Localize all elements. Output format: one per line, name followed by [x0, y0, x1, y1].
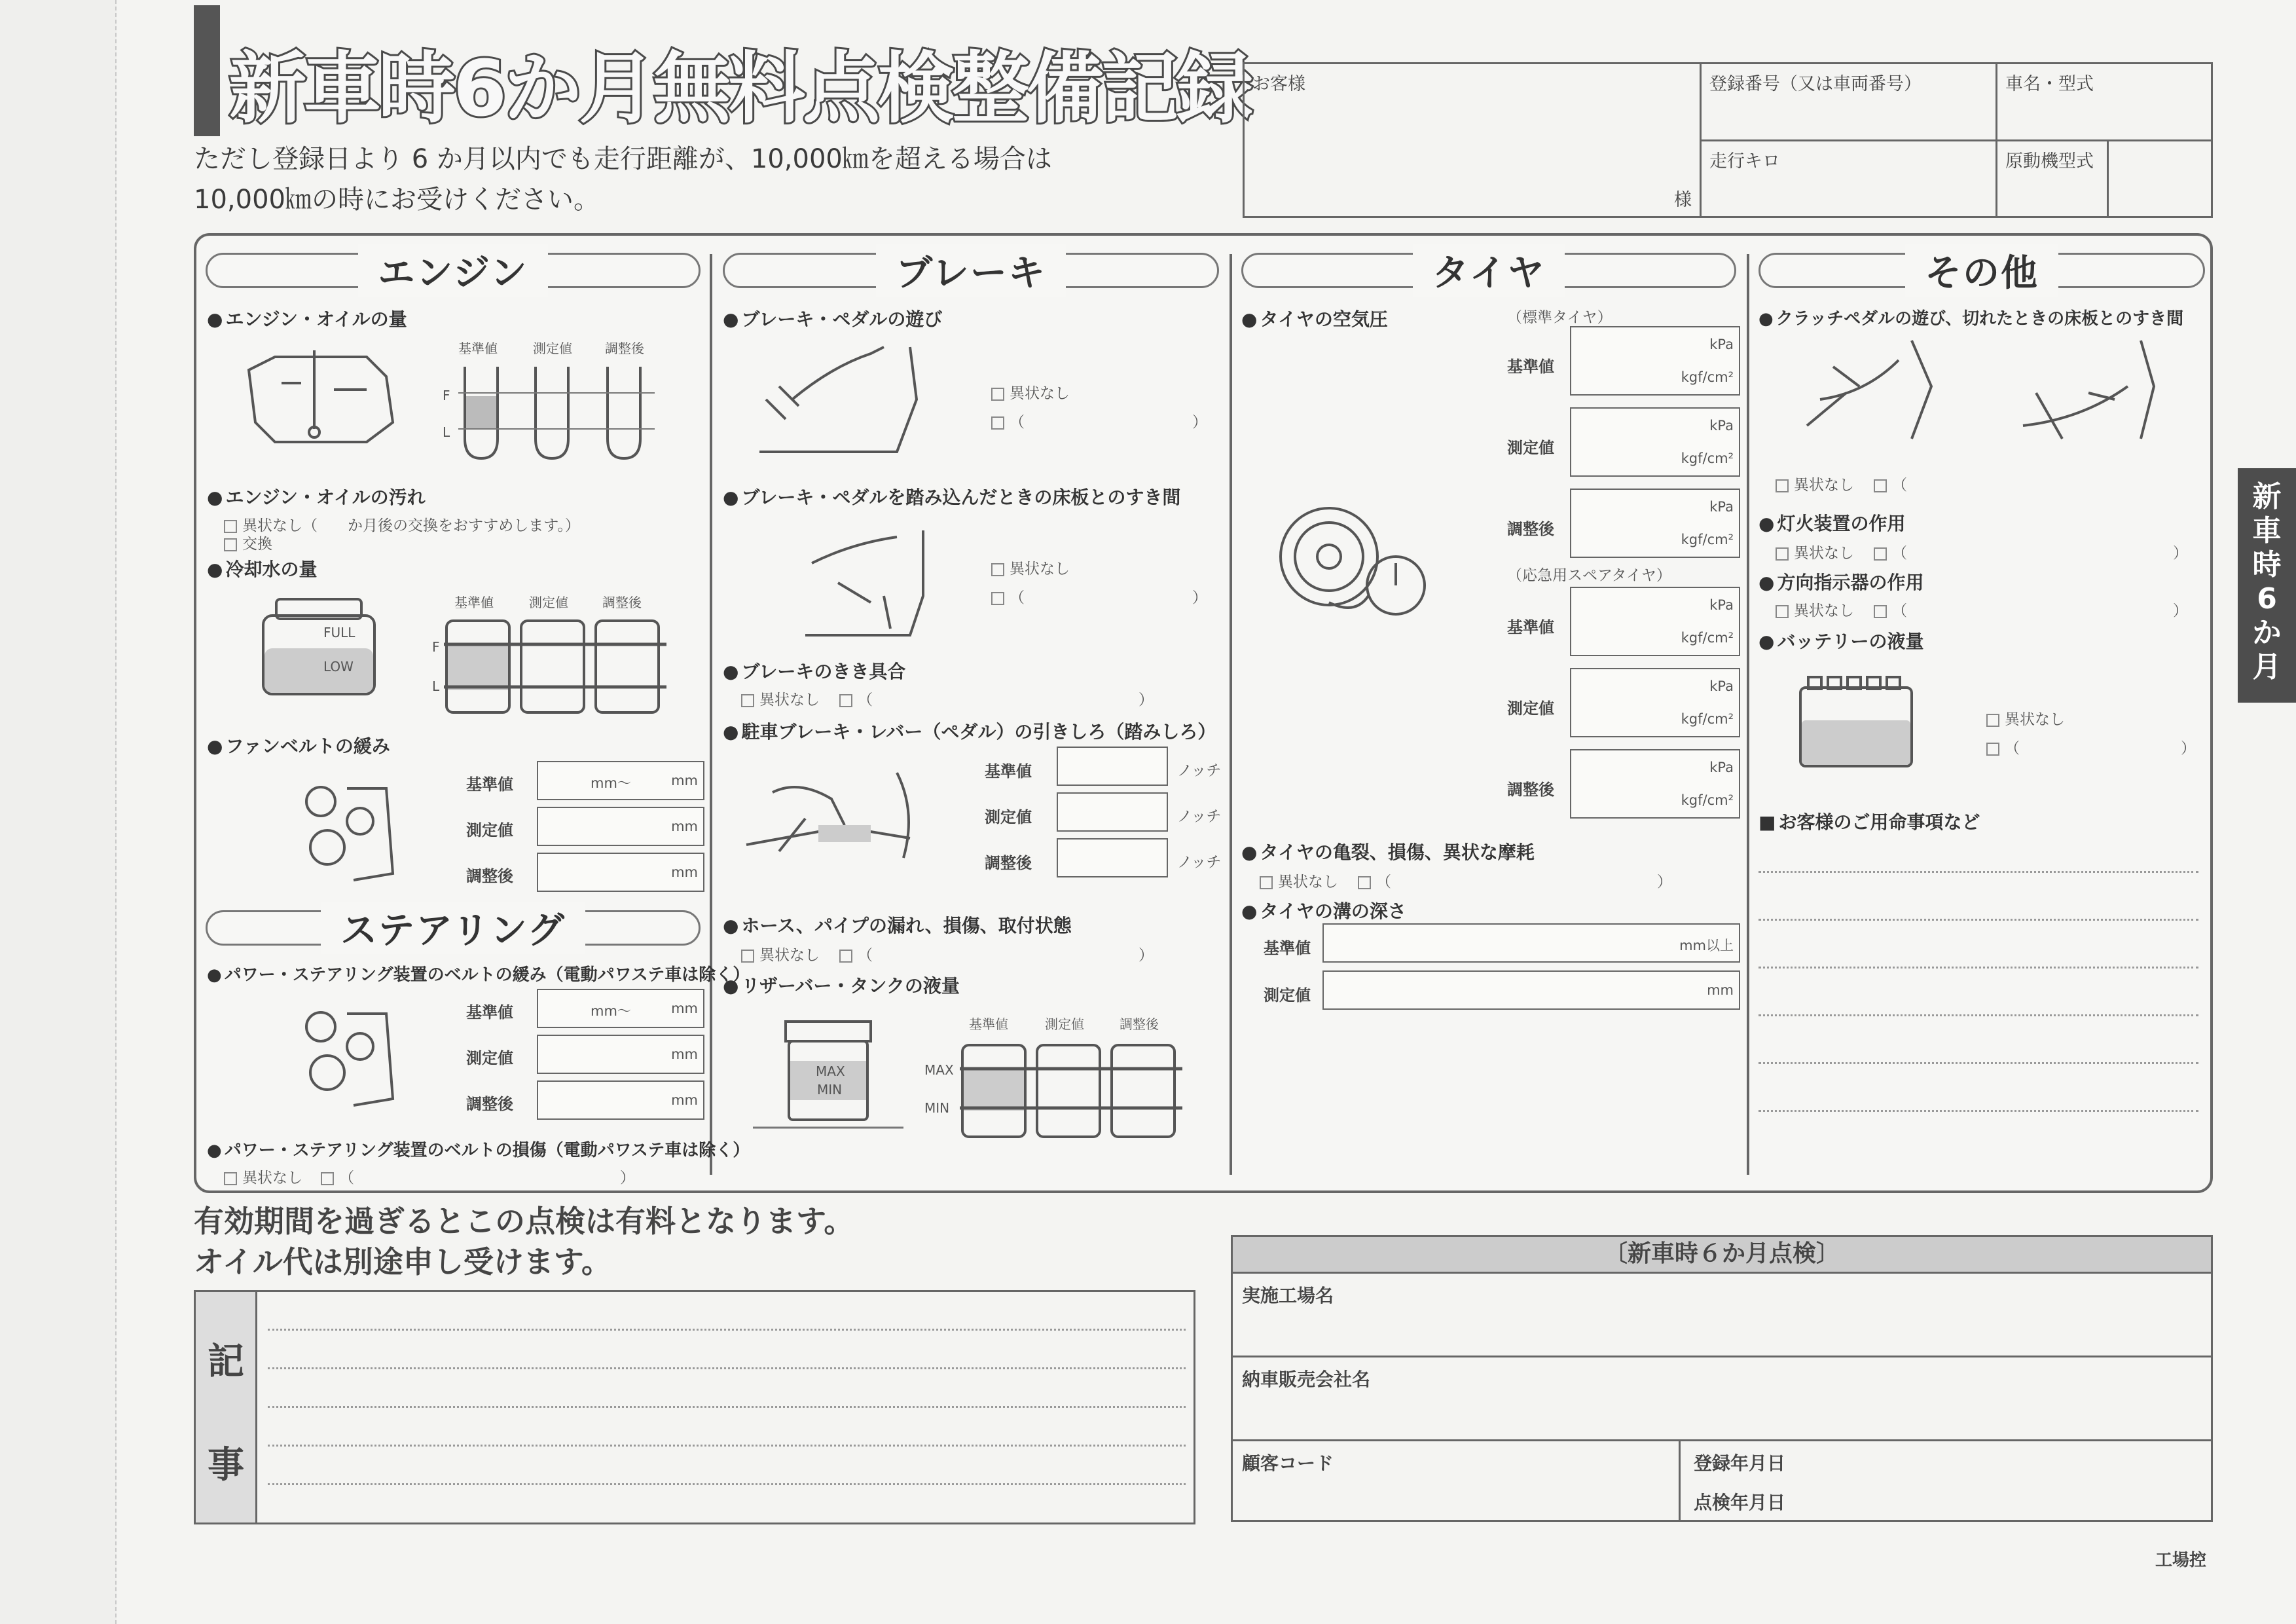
coolant-adj-heading: 調整後: [602, 595, 642, 610]
checkbox-icon: [1874, 547, 1887, 561]
groove-std-input[interactable]: [1322, 923, 1740, 963]
paren-close: ）: [1139, 947, 1154, 964]
customer-info-table: [1243, 62, 2213, 218]
paren-open: （: [1010, 589, 1025, 606]
unit-kgf: kgf/cm²: [1681, 792, 1734, 808]
request-line: [1758, 1062, 2198, 1064]
unit-mm: mm: [671, 864, 698, 880]
checkbox-icon: [991, 592, 1004, 605]
tire-crack-other-checkbox[interactable]: [1358, 870, 1672, 891]
parking-std-label: 基準値: [985, 762, 1032, 781]
dealer-field[interactable]: [1233, 1357, 2211, 1441]
checkbox-icon: [991, 563, 1004, 576]
coolant-meas-heading: 測定値: [529, 595, 568, 610]
shop-info-table: [1231, 1235, 2213, 1522]
unit-mm: mm: [671, 819, 698, 834]
section-title-tire: タイヤ: [1413, 244, 1565, 297]
ok-label: 異状なし: [1794, 477, 1854, 494]
item-lights: ● 灯火装置の作用: [1758, 509, 1905, 536]
fanbelt-meas-label: 測定値: [466, 821, 513, 840]
request-line: [1758, 871, 2198, 873]
spare-adj-input[interactable]: [1570, 749, 1740, 819]
memo-char-2: 事: [208, 1444, 244, 1486]
checkbox-icon: [991, 388, 1004, 401]
brake-effect-ok-checkbox[interactable]: [741, 688, 820, 709]
paren-open: （: [1892, 602, 1907, 619]
ps-damage-ok-checkbox[interactable]: [224, 1166, 302, 1187]
standard-tire-label: （標準タイヤ）: [1507, 309, 1613, 326]
paren-open: （: [339, 1170, 354, 1187]
checkbox-icon: [1260, 876, 1273, 889]
pedal-play-ok-checkbox[interactable]: [991, 381, 1070, 403]
oil-replace-label: 交換: [242, 536, 272, 553]
request-line: [1758, 1014, 2198, 1016]
checkbox-icon: [1874, 605, 1887, 618]
checkbox-icon: [839, 694, 852, 707]
section-header-steering: [206, 910, 701, 952]
ps-meas-label: 測定値: [466, 1049, 513, 1067]
turn-ok-checkbox[interactable]: [1776, 599, 1854, 620]
unit-mm-range: mm～: [591, 775, 631, 791]
oil-dirt-ok-checkbox[interactable]: [224, 513, 580, 535]
registration-number-field[interactable]: [1701, 64, 1997, 141]
memo-char-1: 記: [208, 1340, 244, 1383]
memo-line: [268, 1483, 1186, 1485]
section-header-engine: [206, 252, 701, 295]
item-clutch-pedal: ● クラッチペダルの遊び、切れたときの床板とのすき間: [1758, 305, 2183, 329]
oil-std-heading: 基準値: [458, 341, 498, 356]
car-model-field[interactable]: [1997, 64, 2212, 141]
unit-notch: ノッチ: [1177, 808, 1222, 825]
customer-requests-area[interactable]: [1758, 851, 2198, 1159]
unit-kpa: kPa: [1709, 499, 1734, 515]
notice-line-1: 有効期間を過ぎるとこの点検は有料となります。: [194, 1204, 854, 1239]
parking-brake-illustration: [740, 760, 930, 877]
parking-std-input[interactable]: [1057, 747, 1168, 786]
groove-std-label: 基準値: [1264, 939, 1311, 957]
clutch-pedal-illustration-2: [2010, 334, 2167, 445]
checkbox-icon: [224, 538, 237, 551]
customer-code-label: 顧客コード: [1242, 1452, 1334, 1474]
pedal-gap-ok-checkbox[interactable]: [991, 557, 1070, 578]
clutch-other-checkbox[interactable]: [1874, 473, 1907, 494]
oil-dirt-ok-label: 異状なし（ か月後の交換をおすすめします。）: [242, 517, 580, 534]
ok-label: 異状なし: [759, 947, 820, 964]
unit-kpa: kPa: [1709, 678, 1734, 694]
item-brake-pedal-gap: ● ブレーキ・ペダルを踏み込んだときの床板とのすき間: [723, 483, 1180, 509]
coolant-tank-illustration: [257, 596, 388, 701]
item-tire-pressure: ● タイヤの空気圧: [1241, 305, 1388, 331]
engine-type-label-cell: [1997, 141, 2108, 217]
memo-side-label: [196, 1292, 257, 1522]
side-tab-char: 月: [2252, 650, 2282, 684]
notice-text: [194, 1201, 854, 1282]
paren-open: （: [2005, 740, 2020, 757]
paren-open: （: [1892, 477, 1907, 494]
fan-belt-illustration: [288, 775, 399, 887]
request-line: [1758, 919, 2198, 921]
lights-other-checkbox[interactable]: [1874, 541, 2188, 563]
tire-adj-label: 調整後: [1507, 520, 1554, 538]
unit-kgf: kgf/cm²: [1681, 369, 1734, 385]
customer-requests-heading: ■ お客様のご用命事項など: [1758, 808, 1980, 834]
registration-date-field[interactable]: [1685, 1441, 2208, 1481]
item-fan-belt: ● ファンベルトの緩み: [207, 732, 390, 758]
groove-meas-input[interactable]: [1322, 970, 1740, 1010]
memo-line: [268, 1445, 1186, 1447]
column-divider-2: [1230, 254, 1232, 1175]
lights-ok-checkbox[interactable]: [1776, 541, 1854, 563]
ok-label: 異状なし: [1278, 874, 1338, 891]
unit-mm: mm: [671, 1092, 698, 1108]
clutch-pedal-illustration-1: [1781, 334, 1938, 445]
oil-f-mark: F: [443, 388, 450, 403]
parking-adj-input[interactable]: [1057, 838, 1168, 877]
section-title-steering: ステアリング: [321, 902, 585, 954]
coolant-f-mark: F: [432, 639, 440, 655]
item-brake-pedal-play: ● ブレーキ・ペダルの遊び: [723, 305, 942, 331]
column-divider-1: [710, 254, 712, 1175]
spare-adj-label: 調整後: [1507, 781, 1554, 799]
gauge-max-mark: MAX: [924, 1062, 954, 1078]
battery-ok-checkbox[interactable]: [1986, 707, 2065, 729]
paren-close: ）: [2181, 740, 2196, 757]
inspection-date-field[interactable]: [1685, 1481, 2208, 1520]
unit-kgf: kgf/cm²: [1681, 451, 1734, 466]
ok-label: 異状なし: [242, 1170, 302, 1187]
unit-kpa: kPa: [1709, 597, 1734, 613]
paren-close: ）: [1657, 874, 1672, 891]
item-battery: ● バッテリーの液量: [1758, 627, 1923, 654]
paren-open: （: [1892, 545, 1907, 562]
paren-close: ）: [1192, 414, 1207, 431]
ok-label: 異状なし: [1010, 385, 1070, 402]
ps-damage-other-checkbox[interactable]: [321, 1166, 635, 1187]
paren-close: ）: [2173, 545, 2188, 562]
checkbox-icon: [741, 694, 754, 707]
section-header-tire: [1241, 252, 1736, 295]
unit-mm: mm: [671, 773, 698, 788]
unit-notch: ノッチ: [1177, 762, 1222, 779]
paren-close: ）: [620, 1170, 635, 1187]
item-parking-brake: ● 駐車ブレーキ・レバー（ペダル）の引きしろ（踏みしろ）: [723, 718, 1216, 744]
paren-open: （: [1010, 414, 1025, 431]
unit-kgf: kgf/cm²: [1681, 711, 1734, 727]
mileage-label: 走行キロ: [1709, 151, 1780, 172]
engine-oil-illustration: [236, 344, 406, 455]
fanbelt-std-input[interactable]: [537, 761, 704, 800]
unit-mm-range: mm～: [591, 1003, 631, 1019]
checkbox-icon: [1776, 605, 1789, 618]
tire-std-input[interactable]: [1570, 326, 1740, 396]
battery-illustration: [1794, 668, 1918, 773]
ok-label: 異状なし: [1010, 561, 1070, 578]
side-tab-char: 時: [2252, 548, 2282, 581]
checkbox-icon: [224, 1172, 237, 1185]
honorific-label: 様: [1674, 190, 1692, 210]
item-ps-belt-slack: ● パワー・ステアリング装置のベルトの緩み（電動パワステ車は除く）: [207, 961, 750, 986]
footer-label: 工場控: [2155, 1551, 2207, 1570]
checkbox-icon: [1358, 876, 1371, 889]
customer-code-field[interactable]: [1233, 1441, 1681, 1520]
paren-open: （: [858, 692, 873, 709]
paren-open: （: [1376, 874, 1391, 891]
memo-line: [268, 1329, 1186, 1331]
ps-std-input[interactable]: [537, 989, 704, 1028]
brake-pedal-play-illustration: [753, 341, 923, 458]
shop-header: 〔新車時６か月点検〕: [1233, 1237, 2211, 1274]
item-engine-oil-dirt: ● エンジン・オイルの汚れ: [207, 483, 426, 509]
paren-open: （: [858, 947, 873, 964]
subtitle-line-1: ただし登録日より 6 か月以内でも走行距離が、10,000㎞を超える場合は: [194, 144, 1052, 174]
oil-adj-heading: 調整後: [605, 341, 644, 356]
ps-meas-input[interactable]: [537, 1035, 704, 1074]
unit-mm: mm: [671, 1046, 698, 1062]
item-engine-oil-level: ● エンジン・オイルの量: [207, 305, 407, 331]
ps-std-label: 基準値: [466, 1003, 513, 1022]
gauge-min-mark: MIN: [924, 1100, 950, 1116]
fanbelt-std-label: 基準値: [466, 775, 513, 794]
oil-l-mark: L: [443, 424, 450, 440]
tire-gauge-illustration: [1277, 498, 1434, 629]
fanbelt-adj-label: 調整後: [466, 867, 513, 885]
item-coolant-level: ● 冷却水の量: [207, 555, 317, 581]
side-tab-char: 6: [2257, 582, 2277, 616]
side-tab-char: 新: [2252, 480, 2282, 513]
memo-lines: [268, 1292, 1186, 1485]
checkbox-icon: [741, 950, 754, 963]
item-ps-belt-damage: ● パワー・ステアリング装置のベルトの損傷（電動パワステ車は除く）: [207, 1137, 750, 1161]
battery-other-checkbox[interactable]: [1986, 736, 2196, 758]
brake-pedal-gap-illustration: [799, 524, 930, 642]
customer-name-label: お客様: [1252, 74, 1305, 94]
unit-kpa: kPa: [1709, 760, 1734, 775]
checkbox-icon: [1986, 714, 1999, 727]
section-header-other: [1758, 252, 2205, 295]
subtitle-line-2: 10,000㎞の時にお受けください。: [194, 185, 600, 215]
spare-std-label: 基準値: [1507, 618, 1554, 637]
tire-std-label: 基準値: [1507, 358, 1554, 376]
unit-kgf: kgf/cm²: [1681, 630, 1734, 646]
item-turn-signal: ● 方向指示器の作用: [1758, 568, 1923, 595]
tire-meas-label: 測定値: [1507, 439, 1554, 457]
ok-label: 異状なし: [1794, 545, 1854, 562]
reservoir-meas-heading: 測定値: [1045, 1016, 1084, 1032]
page-title: 新車時6か月無料点検整備記録: [229, 43, 1251, 134]
item-tire-groove: ● タイヤの溝の深さ: [1241, 897, 1406, 923]
reservoir-gauges: [960, 1043, 1182, 1141]
coolant-std-heading: 基準値: [454, 595, 494, 610]
spare-std-input[interactable]: [1570, 587, 1740, 656]
section-title-brake: ブレーキ: [876, 244, 1066, 297]
paren-close: ）: [1139, 692, 1154, 709]
oil-replace-checkbox[interactable]: [224, 532, 272, 553]
ok-label: 異状なし: [759, 692, 820, 709]
binding-margin: [0, 0, 117, 1624]
fanbelt-adj-input[interactable]: [537, 853, 704, 892]
coolant-full-mark: FULL: [323, 625, 355, 640]
notice-line-2: オイル代は別途申し受けます。: [194, 1244, 612, 1280]
tire-adj-input[interactable]: [1570, 489, 1740, 558]
reservoir-adj-heading: 調整後: [1120, 1016, 1159, 1032]
unit-mm: mm: [671, 1001, 698, 1016]
checkbox-icon: [1776, 547, 1789, 561]
turn-other-checkbox[interactable]: [1874, 599, 2188, 620]
item-tire-crack: ● タイヤの亀裂、損傷、異状な摩耗: [1241, 838, 1535, 864]
unit-kpa: kPa: [1709, 337, 1734, 352]
car-model-label: 車名・型式: [2005, 74, 2094, 94]
ps-belt-illustration: [288, 1001, 399, 1112]
factory-field[interactable]: [1233, 1274, 2211, 1357]
pedal-gap-other-checkbox[interactable]: [991, 585, 1207, 607]
memo-line: [268, 1367, 1186, 1369]
memo-line: [268, 1406, 1186, 1408]
unit-notch: ノッチ: [1177, 854, 1222, 871]
section-title-engine: エンジン: [358, 244, 547, 297]
engine-type-field[interactable]: [2108, 141, 2212, 217]
factory-label: 実施工場名: [1242, 1285, 1334, 1306]
fanbelt-meas-input[interactable]: [537, 807, 704, 846]
parking-adj-label: 調整後: [985, 854, 1032, 872]
coolant-gauges: [444, 618, 666, 716]
tank-max-mark: MAX: [816, 1063, 845, 1079]
checkbox-icon: [839, 950, 852, 963]
checkbox-icon: [1986, 743, 1999, 756]
tank-min-mark: MIN: [817, 1082, 843, 1098]
reservoir-std-heading: 基準値: [969, 1016, 1008, 1032]
dealer-label: 納車販売会社名: [1242, 1369, 1371, 1390]
paren-close: ）: [1192, 589, 1207, 606]
side-tab: [2238, 468, 2296, 703]
unit-kgf: kgf/cm²: [1681, 532, 1734, 547]
coolant-l-mark: L: [432, 678, 440, 694]
registration-number-label: 登録番号（又は車両番号）: [1709, 74, 1922, 94]
unit-mm: mm: [1707, 982, 1734, 998]
checkbox-icon: [1874, 479, 1887, 492]
engine-type-label: 原動機型式: [2005, 151, 2094, 172]
request-line: [1758, 1110, 2198, 1112]
request-line: [1758, 967, 2198, 969]
side-tab-char: 車: [2252, 514, 2282, 547]
spare-tire-label: （応急用スペアタイヤ）: [1507, 567, 1671, 584]
column-divider-3: [1747, 254, 1749, 1175]
inspection-date-label: 点検年月日: [1694, 1492, 1786, 1513]
hose-other-checkbox[interactable]: [839, 943, 1154, 965]
title-accent-bar: [194, 5, 220, 136]
brake-effect-other-checkbox[interactable]: [839, 688, 1154, 709]
subtitle: [194, 139, 1052, 220]
ps-adj-label: 調整後: [466, 1095, 513, 1113]
pedal-play-other-checkbox[interactable]: [991, 410, 1207, 432]
coolant-low-mark: LOW: [323, 659, 354, 674]
checkbox-icon: [224, 520, 237, 533]
checkbox-icon: [1776, 479, 1789, 492]
tire-crack-ok-checkbox[interactable]: [1260, 870, 1338, 891]
parking-meas-input[interactable]: [1057, 792, 1168, 832]
item-reservoir-level: ● リザーバー・タンクの液量: [723, 972, 960, 998]
side-tab-char: か: [2252, 616, 2282, 650]
unit-kpa: kPa: [1709, 418, 1734, 434]
oil-meas-heading: 測定値: [533, 341, 572, 356]
ps-adj-input[interactable]: [537, 1080, 704, 1120]
groove-meas-label: 測定値: [1264, 986, 1311, 1005]
registration-date-label: 登録年月日: [1694, 1452, 1786, 1474]
section-header-brake: [723, 252, 1219, 295]
spare-meas-label: 測定値: [1507, 699, 1554, 718]
section-title-other: その他: [1905, 244, 2058, 297]
item-brake-effect: ● ブレーキのきき具合: [723, 657, 905, 684]
clutch-ok-checkbox[interactable]: [1776, 473, 1854, 494]
tire-meas-input[interactable]: [1570, 407, 1740, 477]
checkbox-icon: [321, 1172, 334, 1185]
memo-box[interactable]: [194, 1290, 1195, 1524]
oil-gauges: [458, 367, 661, 465]
ok-label: 異状なし: [2005, 711, 2065, 728]
unit-mm-over: mm以上: [1679, 938, 1734, 953]
customer-name-field[interactable]: [1244, 64, 1701, 217]
paren-close: ）: [2173, 602, 2188, 619]
item-hose-pipe: ● ホース、パイプの漏れ、損傷、取付状態: [723, 912, 1072, 938]
ok-label: 異状なし: [1794, 602, 1854, 619]
hose-ok-checkbox[interactable]: [741, 943, 820, 965]
checkbox-icon: [991, 416, 1004, 430]
spare-meas-input[interactable]: [1570, 668, 1740, 737]
parking-meas-label: 測定値: [985, 808, 1032, 826]
mileage-field[interactable]: [1701, 141, 1997, 217]
